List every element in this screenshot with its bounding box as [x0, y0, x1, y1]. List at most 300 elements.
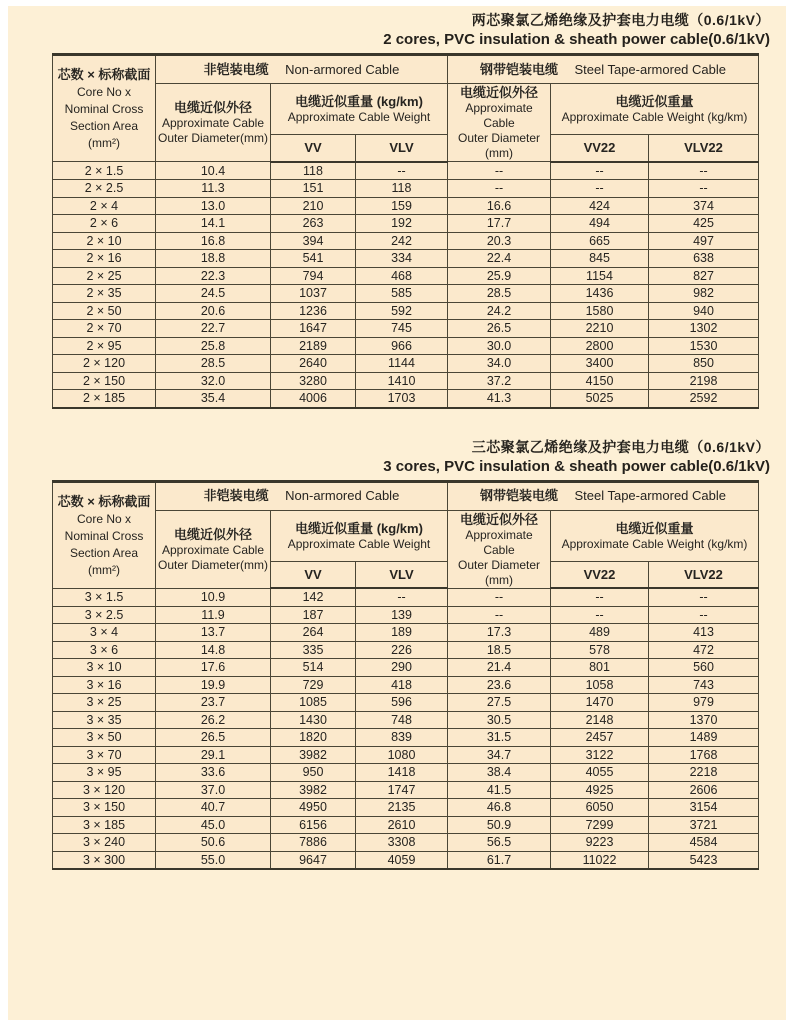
cell-value: 560 — [649, 659, 759, 677]
cell-value: 7886 — [271, 834, 356, 852]
cell-value: 26.5 — [156, 729, 271, 747]
cell-value: 394 — [271, 232, 356, 250]
table-row — [53, 302, 759, 320]
table-row — [53, 267, 759, 285]
cell-value: 17.6 — [156, 659, 271, 677]
header-weight-armored — [551, 84, 759, 135]
header-core-en-line1: Core No x — [76, 511, 132, 526]
cell-value: 37.0 — [156, 781, 271, 799]
cell-value: 845 — [551, 250, 649, 268]
table-row — [53, 711, 759, 729]
header-core-zh: 芯数 × 标称截面 — [57, 493, 151, 509]
header-weight-armored-zh: 电缆近似重量 — [615, 520, 694, 536]
cell-value: 1037 — [271, 285, 356, 303]
cell-value: 950 — [271, 764, 356, 782]
cell-value: -- — [356, 588, 448, 606]
cell-value: 25.8 — [156, 337, 271, 355]
cell-value: -- — [551, 180, 649, 198]
cell-value: -- — [356, 162, 448, 180]
table-row — [53, 676, 759, 694]
cell-value: 1747 — [356, 781, 448, 799]
header-od-armored — [448, 510, 551, 588]
document-page — [8, 6, 786, 1020]
cell-value: 6156 — [271, 816, 356, 834]
cell-value: 226 — [356, 641, 448, 659]
cell-value: 9647 — [271, 851, 356, 869]
table-row — [53, 659, 759, 677]
cell-value: 3721 — [649, 816, 759, 834]
cell-value: 1154 — [551, 267, 649, 285]
cell-value: 21.4 — [448, 659, 551, 677]
header-steel-armored-group — [448, 481, 759, 510]
cell-value: 23.6 — [448, 676, 551, 694]
table-row — [53, 337, 759, 355]
header-vlv22: VLV22 — [649, 135, 759, 162]
cell-value: 13.7 — [156, 624, 271, 642]
header-steel-armored-en: Steel Tape-armored Cable — [574, 488, 726, 503]
header-vv22: VV22 — [551, 135, 649, 162]
header-weight-armored-zh: 电缆近似重量 — [615, 94, 694, 110]
header-non-armored-en: Non-armored Cable — [285, 61, 400, 77]
cell-value: 189 — [356, 624, 448, 642]
cell-value: 827 — [649, 267, 759, 285]
cell-value: -- — [551, 606, 649, 624]
header-od-armored-en-line1: Approximate Cable — [465, 527, 533, 557]
cell-value: 30.5 — [448, 711, 551, 729]
cell-core-size: 3 × 185 — [53, 816, 156, 834]
cell-value: 3122 — [551, 746, 649, 764]
cell-value: 18.5 — [448, 641, 551, 659]
header-weight-non-armored-zh: 电缆近似重量 (kg/km) — [295, 520, 423, 536]
header-od-armored-zh: 电缆近似外径 — [459, 511, 538, 527]
cell-core-size: 2 × 35 — [53, 285, 156, 303]
cell-value: -- — [649, 180, 759, 198]
cell-value: 263 — [271, 215, 356, 233]
table-row — [53, 641, 759, 659]
cell-value: 2210 — [551, 320, 649, 338]
cell-value: 4006 — [271, 390, 356, 408]
header-weight-armored-en: Approximate Cable Weight (kg/km) — [561, 110, 748, 125]
table-row — [53, 215, 759, 233]
header-core-en-line4: (mm²) — [88, 562, 120, 577]
table-row — [53, 851, 759, 869]
header-non-armored-group — [156, 481, 448, 510]
header-core-en-line3: Section Area — [69, 545, 139, 560]
cell-value: 850 — [649, 355, 759, 373]
cell-value: 1236 — [271, 302, 356, 320]
header-od-armored — [448, 84, 551, 162]
cell-value: 1430 — [271, 711, 356, 729]
cell-core-size: 3 × 2.5 — [53, 606, 156, 624]
cell-value: 13.0 — [156, 197, 271, 215]
cell-value: 46.8 — [448, 799, 551, 817]
cell-core-size: 2 × 1.5 — [53, 162, 156, 180]
title-chinese-3core: 三芯聚氯乙烯绝缘及护套电力电缆（0.6/1kV） — [471, 438, 770, 455]
cell-value: 1530 — [649, 337, 759, 355]
header-core-size — [53, 55, 156, 162]
cell-value: 979 — [649, 694, 759, 712]
header-od-armored-en-line1: Approximate Cable — [465, 101, 533, 130]
cell-value: 335 — [271, 641, 356, 659]
section-title-2core — [8, 6, 786, 49]
cell-value: 2606 — [649, 781, 759, 799]
table-row — [53, 355, 759, 373]
cell-core-size: 3 × 70 — [53, 746, 156, 764]
table-row — [53, 834, 759, 852]
cell-value: 26.5 — [448, 320, 551, 338]
cell-value: 34.7 — [448, 746, 551, 764]
cell-value: 28.5 — [156, 355, 271, 373]
cell-value: 801 — [551, 659, 649, 677]
cell-value: 1647 — [271, 320, 356, 338]
cell-core-size: 3 × 120 — [53, 781, 156, 799]
cell-value: 425 — [649, 215, 759, 233]
cell-value: 11.3 — [156, 180, 271, 198]
cell-value: 34.0 — [448, 355, 551, 373]
cell-value: 14.1 — [156, 215, 271, 233]
cell-value: 4925 — [551, 781, 649, 799]
cell-value: 472 — [649, 641, 759, 659]
cell-value: 26.2 — [156, 711, 271, 729]
header-od-non-armored-zh: 电缆近似外径 — [173, 100, 252, 115]
cell-value: 1418 — [356, 764, 448, 782]
cell-core-size: 2 × 4 — [53, 197, 156, 215]
cell-core-size: 3 × 240 — [53, 834, 156, 852]
cell-value: 413 — [649, 624, 759, 642]
cell-value: 159 — [356, 197, 448, 215]
cell-core-size: 3 × 150 — [53, 799, 156, 817]
cell-value: 35.4 — [156, 390, 271, 408]
header-steel-armored-en: Steel Tape-armored Cable — [574, 61, 726, 77]
header-core-en-line4: (mm²) — [88, 136, 120, 150]
table-row — [53, 162, 759, 180]
cell-value: 2198 — [649, 372, 759, 390]
header-vv: VV — [271, 561, 356, 588]
header-od-non-armored-en-line2: Outer Diameter(mm) — [157, 557, 268, 572]
header-steel-armored-group — [448, 55, 759, 84]
cell-value: 118 — [271, 162, 356, 180]
cell-value: 41.3 — [448, 390, 551, 408]
cell-value: 38.4 — [448, 764, 551, 782]
title-chinese-2core: 两芯聚氯乙烯绝缘及护套电力电缆（0.6/1kV） — [471, 12, 770, 28]
header-core-en-line1: Core No x — [76, 85, 132, 99]
cell-value: 5025 — [551, 390, 649, 408]
cell-value: 16.6 — [448, 197, 551, 215]
cell-value: 18.8 — [156, 250, 271, 268]
cell-value: 24.2 — [448, 302, 551, 320]
cell-value: 665 — [551, 232, 649, 250]
header-od-armored-zh: 电缆近似外径 — [459, 85, 538, 100]
cell-value: 3982 — [271, 746, 356, 764]
cell-value: 1410 — [356, 372, 448, 390]
cell-value: 20.6 — [156, 302, 271, 320]
table-row — [53, 694, 759, 712]
cell-value: 1703 — [356, 390, 448, 408]
header-non-armored-zh: 非铠装电缆 — [203, 61, 269, 77]
cell-value: 468 — [356, 267, 448, 285]
cell-value: 32.0 — [156, 372, 271, 390]
table-row — [53, 746, 759, 764]
cell-value: 22.4 — [448, 250, 551, 268]
cell-value: 55.0 — [156, 851, 271, 869]
cell-value: 40.7 — [156, 799, 271, 817]
cell-core-size: 3 × 300 — [53, 851, 156, 869]
cell-core-size: 3 × 50 — [53, 729, 156, 747]
table-row — [53, 588, 759, 606]
cell-value: 17.7 — [448, 215, 551, 233]
table-row — [53, 729, 759, 747]
cell-value: 5423 — [649, 851, 759, 869]
cell-value: 192 — [356, 215, 448, 233]
cell-value: 242 — [356, 232, 448, 250]
cell-value: -- — [649, 588, 759, 606]
cell-core-size: 3 × 35 — [53, 711, 156, 729]
cell-core-size: 2 × 95 — [53, 337, 156, 355]
header-od-non-armored — [156, 84, 271, 162]
header-weight-non-armored-en: Approximate Cable Weight — [287, 536, 431, 551]
cable-table-2core — [52, 53, 759, 409]
cell-value: 33.6 — [156, 764, 271, 782]
header-non-armored-zh: 非铠装电缆 — [203, 488, 269, 503]
header-weight-non-armored-en: Approximate Cable Weight — [287, 110, 431, 125]
cell-value: 264 — [271, 624, 356, 642]
cell-core-size: 3 × 25 — [53, 694, 156, 712]
header-vv22: VV22 — [551, 561, 649, 588]
table-body-2core — [53, 162, 759, 408]
header-core-en-line3: Section Area — [69, 119, 139, 133]
cell-value: 4059 — [356, 851, 448, 869]
header-od-non-armored-en-line1: Approximate Cable — [161, 116, 265, 130]
cell-core-size: 2 × 150 — [53, 372, 156, 390]
cell-value: -- — [448, 162, 551, 180]
cell-value: 2640 — [271, 355, 356, 373]
header-weight-non-armored-zh: 电缆近似重量 (kg/km) — [295, 94, 423, 110]
cell-value: 3280 — [271, 372, 356, 390]
header-od-non-armored-en-line2: Outer Diameter(mm) — [157, 131, 268, 145]
cell-value: 1085 — [271, 694, 356, 712]
cell-core-size: 3 × 4 — [53, 624, 156, 642]
cell-value: 424 — [551, 197, 649, 215]
cell-core-size: 3 × 95 — [53, 764, 156, 782]
cell-value: 4055 — [551, 764, 649, 782]
cell-core-size: 2 × 70 — [53, 320, 156, 338]
cell-value: 2592 — [649, 390, 759, 408]
cell-value: 596 — [356, 694, 448, 712]
header-core-en-line2: Nominal Cross — [64, 102, 144, 116]
table-row — [53, 816, 759, 834]
table-body-3core — [53, 588, 759, 869]
cell-value: 118 — [356, 180, 448, 198]
header-non-armored-en: Non-armored Cable — [285, 488, 400, 503]
header-vlv: VLV — [356, 135, 448, 162]
table-row — [53, 180, 759, 198]
cell-value: 210 — [271, 197, 356, 215]
cell-value: -- — [551, 162, 649, 180]
cell-value: 3154 — [649, 799, 759, 817]
cell-core-size: 2 × 120 — [53, 355, 156, 373]
cell-value: 745 — [356, 320, 448, 338]
cell-value: 56.5 — [448, 834, 551, 852]
header-od-non-armored-en-line1: Approximate Cable — [161, 542, 265, 557]
cell-core-size: 3 × 6 — [53, 641, 156, 659]
cell-value: 541 — [271, 250, 356, 268]
cell-value: 2189 — [271, 337, 356, 355]
cell-value: 1489 — [649, 729, 759, 747]
header-od-armored-en-line3: (mm) — [485, 572, 513, 587]
cell-value: 45.0 — [156, 816, 271, 834]
cell-value: -- — [448, 588, 551, 606]
cell-value: 6050 — [551, 799, 649, 817]
cell-core-size: 2 × 25 — [53, 267, 156, 285]
cell-value: 497 — [649, 232, 759, 250]
title-english-3core: 3 cores, PVC insulation & sheath power cable(0.6/1kV) — [383, 457, 770, 475]
cell-value: 11.9 — [156, 606, 271, 624]
cell-value: 4584 — [649, 834, 759, 852]
cell-value: 11022 — [551, 851, 649, 869]
cell-value: 16.8 — [156, 232, 271, 250]
cell-value: -- — [448, 180, 551, 198]
cell-value: 982 — [649, 285, 759, 303]
header-vlv22: VLV22 — [649, 561, 759, 588]
header-vv: VV — [271, 135, 356, 162]
cell-value: 4150 — [551, 372, 649, 390]
cell-value: 10.9 — [156, 588, 271, 606]
cell-value: 3400 — [551, 355, 649, 373]
cell-value: 22.7 — [156, 320, 271, 338]
cell-core-size: 2 × 185 — [53, 390, 156, 408]
cell-value: 41.5 — [448, 781, 551, 799]
header-weight-non-armored — [271, 510, 448, 561]
cell-core-size: 2 × 6 — [53, 215, 156, 233]
header-core-zh: 芯数 × 标称截面 — [57, 67, 151, 82]
cell-value: 31.5 — [448, 729, 551, 747]
header-od-armored-en-line3: (mm) — [485, 146, 513, 160]
cell-core-size: 3 × 16 — [53, 676, 156, 694]
cell-value: 966 — [356, 337, 448, 355]
table-header — [53, 55, 759, 162]
header-od-non-armored-zh: 电缆近似外径 — [173, 526, 252, 542]
cell-value: 37.2 — [448, 372, 551, 390]
cell-value: 489 — [551, 624, 649, 642]
cell-value: 61.7 — [448, 851, 551, 869]
cell-value: 1302 — [649, 320, 759, 338]
header-od-non-armored — [156, 510, 271, 588]
cell-value: 1470 — [551, 694, 649, 712]
cell-value: -- — [551, 588, 649, 606]
cell-core-size: 2 × 10 — [53, 232, 156, 250]
cell-value: 1768 — [649, 746, 759, 764]
cell-value: 1580 — [551, 302, 649, 320]
header-steel-armored-zh: 钢带铠装电缆 — [480, 488, 559, 503]
cell-value: 585 — [356, 285, 448, 303]
cell-value: 940 — [649, 302, 759, 320]
cell-value: 578 — [551, 641, 649, 659]
cell-value: 20.3 — [448, 232, 551, 250]
cell-value: 418 — [356, 676, 448, 694]
cell-value: 3308 — [356, 834, 448, 852]
cell-core-size: 2 × 16 — [53, 250, 156, 268]
header-od-armored-en-line2: Outer Diameter — [457, 557, 541, 572]
cell-value: 14.8 — [156, 641, 271, 659]
cell-value: 1820 — [271, 729, 356, 747]
table-row — [53, 390, 759, 408]
cell-value: 1436 — [551, 285, 649, 303]
cell-value: 151 — [271, 180, 356, 198]
cell-value: 334 — [356, 250, 448, 268]
title-english-2core: 2 cores, PVC insulation & sheath power cable(0.6/1kV) — [383, 31, 770, 48]
cell-value: 1144 — [356, 355, 448, 373]
cable-table-3core — [52, 480, 759, 871]
cell-value: 592 — [356, 302, 448, 320]
cell-value: 7299 — [551, 816, 649, 834]
header-steel-armored-zh: 钢带铠装电缆 — [480, 61, 559, 77]
header-weight-non-armored — [271, 84, 448, 135]
cell-value: 27.5 — [448, 694, 551, 712]
header-vlv: VLV — [356, 561, 448, 588]
table-row — [53, 624, 759, 642]
cell-value: 25.9 — [448, 267, 551, 285]
cell-value: 748 — [356, 711, 448, 729]
table-row — [53, 799, 759, 817]
cell-value: 729 — [271, 676, 356, 694]
table-row — [53, 320, 759, 338]
table-row — [53, 285, 759, 303]
table-row — [53, 372, 759, 390]
cell-value: 494 — [551, 215, 649, 233]
cell-value: 2148 — [551, 711, 649, 729]
cell-value: 139 — [356, 606, 448, 624]
cell-value: 1080 — [356, 746, 448, 764]
cell-value: 22.3 — [156, 267, 271, 285]
table-row — [53, 606, 759, 624]
cell-value: 4950 — [271, 799, 356, 817]
cell-value: 19.9 — [156, 676, 271, 694]
header-core-size — [53, 481, 156, 588]
header-core-en-line2: Nominal Cross — [64, 528, 144, 543]
table-header — [53, 481, 759, 588]
cell-value: 743 — [649, 676, 759, 694]
cell-value: 2218 — [649, 764, 759, 782]
section-title-3core — [8, 433, 786, 476]
header-od-armored-en-line2: Outer Diameter — [457, 131, 541, 145]
cell-value: 30.0 — [448, 337, 551, 355]
cell-value: 514 — [271, 659, 356, 677]
cell-value: 839 — [356, 729, 448, 747]
header-weight-armored-en: Approximate Cable Weight (kg/km) — [561, 536, 748, 551]
cell-value: 29.1 — [156, 746, 271, 764]
cell-value: 3982 — [271, 781, 356, 799]
cell-value: 290 — [356, 659, 448, 677]
cell-value: 2800 — [551, 337, 649, 355]
table-row — [53, 250, 759, 268]
cell-core-size: 3 × 10 — [53, 659, 156, 677]
cell-value: 2457 — [551, 729, 649, 747]
cell-value: 2610 — [356, 816, 448, 834]
cell-value: 1058 — [551, 676, 649, 694]
cell-value: 50.6 — [156, 834, 271, 852]
cell-value: -- — [448, 606, 551, 624]
cell-core-size: 2 × 50 — [53, 302, 156, 320]
cell-value: 17.3 — [448, 624, 551, 642]
cell-value: 638 — [649, 250, 759, 268]
table-row — [53, 232, 759, 250]
table-row — [53, 197, 759, 215]
cell-value: -- — [649, 162, 759, 180]
cell-value: 794 — [271, 267, 356, 285]
cell-value: 50.9 — [448, 816, 551, 834]
header-weight-armored — [551, 510, 759, 561]
table-row — [53, 764, 759, 782]
